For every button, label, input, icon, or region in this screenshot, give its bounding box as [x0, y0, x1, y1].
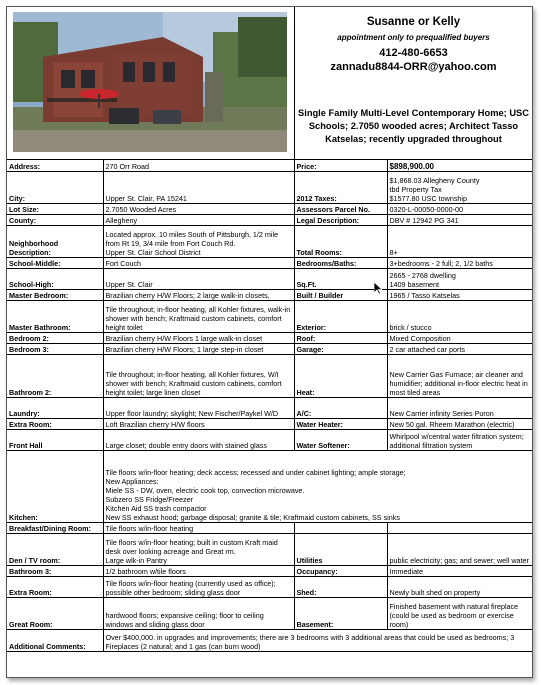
field-label — [294, 522, 387, 533]
field-label: Assessors Parcel No. — [294, 203, 387, 214]
table-row — [7, 203, 532, 214]
field-value: brick / stucco — [387, 300, 532, 332]
field-value: Tile throughout; in-floor heating, all Kohler fixtures, walk-in shower with bench; Kraftmaid custom cabinets, comfort height toilet — [103, 300, 294, 332]
field-label: Master Bedroom: — [7, 289, 103, 300]
mouse-pointer-icon — [374, 282, 382, 295]
table-row — [7, 171, 532, 203]
field-label: Neighborhood Description: — [7, 225, 103, 257]
field-label: Total Rooms: — [294, 225, 387, 257]
field-label: Extra Room: — [7, 576, 103, 597]
house-photo — [13, 12, 287, 152]
field-value: 2665 - 2768 dwelling 1409 basement — [387, 268, 532, 289]
field-label: Front Hall — [7, 429, 103, 450]
field-value: Upper floor laundry; skylight; New Fischer/Paykel W/D — [103, 397, 294, 418]
field-label: Den / TV room: — [7, 533, 103, 565]
field-value: $1,868.03 Allegheny County tbd Property Tax $1577.80 USC township — [387, 171, 532, 203]
field-label: Water Heater: — [294, 418, 387, 429]
field-label: Kitchen: — [7, 450, 103, 522]
field-label: Price: — [294, 159, 387, 171]
field-value: Allegheny — [103, 214, 294, 225]
field-value: Over $400,000. in upgrades and improvements; there are 3 bedrooms with 3 additional areas that could be used as bedrooms; 3 Fireplaces (2 natural; and 1 gas (can burn wood) — [103, 629, 532, 651]
field-label: Garage: — [294, 343, 387, 354]
field-label: Additional Comments: — [7, 629, 103, 651]
field-label: Breakfast/Dining Room: — [7, 522, 103, 533]
table-row — [7, 300, 532, 332]
field-value: 0320-L-00050-0000-00 — [387, 203, 532, 214]
field-value: 2.7050 Wooded Acres — [103, 203, 294, 214]
contact-phone: 412-480-6653 — [379, 47, 448, 59]
field-value: Located approx. 10 miles South of Pittsburgh, 1/2 mile from Rt 19, 3/4 mile from Fort Couch Rd. Upper St. Clair School District — [103, 225, 294, 257]
field-label: City: — [7, 171, 103, 203]
table-row — [7, 418, 532, 429]
table-row — [7, 629, 532, 651]
field-value: Tile floors w/in-floor heating; built in custom Kraft maid desk over looking acreage and Great rm. Large wlk-in Pantry — [103, 533, 294, 565]
table-row — [7, 450, 532, 522]
field-label: Address: — [7, 159, 103, 171]
field-label: Utilities — [294, 533, 387, 565]
field-label: Bedrooms/Baths: — [294, 257, 387, 268]
field-value: New Carrier Gas Furnace; air cleaner and humidifier; additional in-floor electric heat in most tiled areas — [387, 354, 532, 397]
field-label: School-High: — [7, 268, 103, 289]
table-row — [7, 257, 532, 268]
table-row — [7, 576, 532, 597]
field-label: Great Room: — [7, 597, 103, 629]
field-label: Shed: — [294, 576, 387, 597]
field-label: Roof: — [294, 332, 387, 343]
listing-sheet — [6, 6, 533, 678]
appointment-note: appointment only to prequalified buyers — [337, 33, 490, 42]
field-label: Lot Size: — [7, 203, 103, 214]
table-row — [7, 354, 532, 397]
field-value: $898,900.00 — [387, 159, 532, 171]
field-value: Mixed Composition — [387, 332, 532, 343]
field-label: Heat: — [294, 354, 387, 397]
field-value: Tile floors w/in-floor heating; deck access; recessed and under cabinet lighting; ample storage; New Appliances: Miele SS - DW, oven, electric cook top, convection microwave. Subzero SS Fridge/Freezer Kitchen Aid SS trash compactor New SS exhaust hood; garbage disposal; granite & tile; Kraftmaid custom cabinets, SS sinks — [103, 450, 532, 522]
field-label: Water Softener: — [294, 429, 387, 450]
field-value: New Carrier infinity Series Puron — [387, 397, 532, 418]
field-value: Loft Brazilian cherry H/W floors — [103, 418, 294, 429]
field-value: 1/2 bathroom w/tile floors — [103, 565, 294, 576]
field-value: Brazilian cherry H/W Floors 1 large walk-in closet — [103, 332, 294, 343]
listing-header — [7, 7, 532, 160]
field-label: Exterior: — [294, 300, 387, 332]
field-label: School-Middle: — [7, 257, 103, 268]
field-value: Tile floors w/in-floor heating (currently used as office); possible other bedroom; sliding glass door — [103, 576, 294, 597]
table-row — [7, 565, 532, 576]
field-label: Built / Builder — [294, 289, 387, 300]
field-label: Sq.Ft. — [294, 268, 387, 289]
table-row — [7, 214, 532, 225]
field-label: Bedroom 3: — [7, 343, 103, 354]
table-row — [7, 332, 532, 343]
field-value: Tile throughout; in-floor heating, all Kohler fixtures, W/I shower with bench; Kraftmaid custom cabinets, comfort height toilet; large linen closet — [103, 354, 294, 397]
field-label: Bedroom 2: — [7, 332, 103, 343]
field-value — [387, 522, 532, 533]
house-photo-image — [13, 12, 287, 152]
field-value: Large closet; double entry doors with stained glass — [103, 429, 294, 450]
field-label: Basement: — [294, 597, 387, 629]
field-value: 270 Orr Road — [103, 159, 294, 171]
field-label: A/C: — [294, 397, 387, 418]
field-value: hardwood floors; expansive ceiling; floor to ceiling windows and sliding glass door — [103, 597, 294, 629]
field-label: Master Bathroom: — [7, 300, 103, 332]
field-value: 2 car attached car ports — [387, 343, 532, 354]
contact-email: zannadu8844-ORR@yahoo.com — [330, 61, 497, 73]
contact-name: Susanne or Kelly — [366, 16, 461, 28]
field-value: DBV # 12942 PG 341 — [387, 214, 532, 225]
field-value: Upper St. Clair — [103, 268, 294, 289]
table-row — [7, 289, 532, 300]
field-value: Newly built shed on property — [387, 576, 532, 597]
field-value: Upper St. Clair, PA 15241 — [103, 171, 294, 203]
field-value: public electricity; gas; and sewer; well water — [387, 533, 532, 565]
field-label: County: — [7, 214, 103, 225]
field-value: Immediate — [387, 565, 532, 576]
field-value: Finished basement with natural fireplace (could be used as bedroom or exercise room) — [387, 597, 532, 629]
field-label: 2012 Taxes: — [294, 171, 387, 203]
field-value: New 50 gal. Rheem Marathon (electric) — [387, 418, 532, 429]
table-row — [7, 397, 532, 418]
field-label: Occupancy: — [294, 565, 387, 576]
property-summary: Single Family Multi-Level Contemporary Home; USC Schools; 2.7050 wooded acres; Architect Tasso Katselas; recently upgraded throughout — [298, 108, 529, 144]
field-value: 1965 / Tasso Katselas — [387, 289, 532, 300]
field-value: Whirlpool w/central water filtration system; additional filtration system — [387, 429, 532, 450]
field-label: Bathroom 3: — [7, 565, 103, 576]
field-label: Bathroom 2: — [7, 354, 103, 397]
table-row — [7, 343, 532, 354]
field-value: Tile floors w/in-floor heating — [103, 522, 294, 533]
listing-table — [7, 159, 532, 652]
table-row — [7, 225, 532, 257]
table-row — [7, 597, 532, 629]
table-row — [7, 533, 532, 565]
field-value: Brazilian cherry H/W Floors; 2 large walk-in closets, — [103, 289, 294, 300]
field-value: Brazilian cherry H/W Floors; 1 large step-in closet — [103, 343, 294, 354]
field-value: Fort Couch — [103, 257, 294, 268]
table-row — [7, 268, 532, 289]
table-row — [7, 159, 532, 171]
field-label: Extra Room: — [7, 418, 103, 429]
field-value: 8+ — [387, 225, 532, 257]
table-row — [7, 429, 532, 450]
field-label: Legal Description: — [294, 214, 387, 225]
table-row — [7, 522, 532, 533]
contact-block — [295, 15, 532, 74]
field-value: 3+bedrooms - 2 full; 2, 1/2 baths — [387, 257, 532, 268]
field-label: Laundry: — [7, 397, 103, 418]
